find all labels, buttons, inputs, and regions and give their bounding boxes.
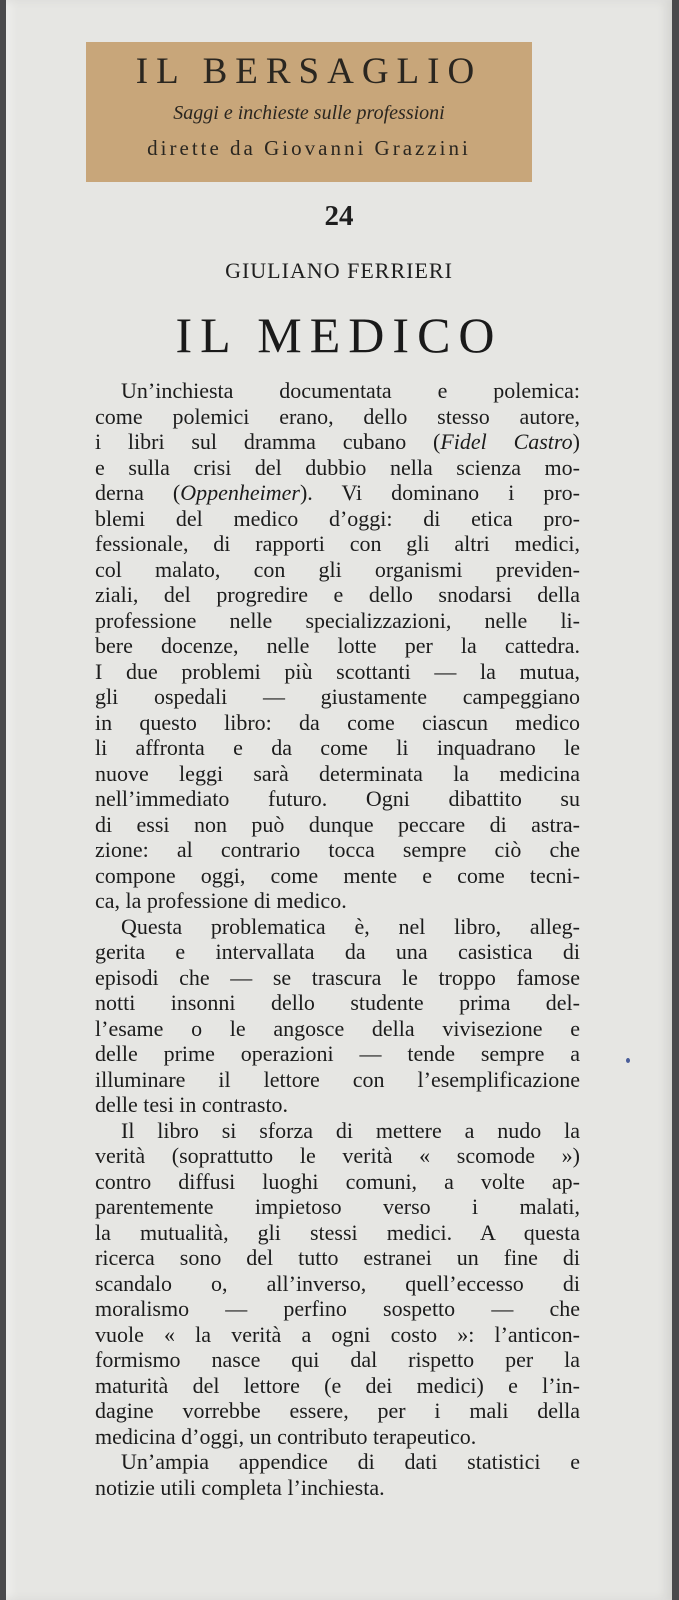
text-line: nell’immediato futuro. Ogni dibattito su <box>95 786 580 811</box>
text-line: dagine vorrebbe essere, per i mali della <box>95 1398 580 1423</box>
text-line: blemi del medico d’oggi: di etica pro- <box>95 505 580 531</box>
text-line: col malato, con gli organismi previden- <box>95 556 580 582</box>
text-line: verità (soprattutto le verità « scomode ») <box>95 1143 580 1168</box>
series-banner <box>86 42 532 182</box>
text-line: bere docenze, nelle lotte per la cattedra. <box>95 633 580 658</box>
italic-title: Oppenheimer <box>180 480 300 505</box>
text-line: medicina d’oggi, un contributo terapeutico. <box>95 1423 477 1449</box>
text-line: fessionale, di rapporti con gli altri medici, <box>95 531 580 556</box>
text-line: delle prime operazioni — tende sempre a <box>95 1041 580 1066</box>
text-line: professione nelle specializzazioni, nelle li- <box>95 607 580 633</box>
text-line: episodi che — se trascura le troppo famose <box>95 964 580 990</box>
text-line: vuole « la verità a ogni costo »: l’anticon- <box>95 1321 580 1347</box>
text-line: parentemente impietoso verso i malati, <box>95 1194 580 1219</box>
text-line: gli ospedali — giustamente campeggiano <box>95 684 580 709</box>
text-line: derna (Oppenheimer). Vi dominano i pro- <box>95 480 580 505</box>
book-flap <box>6 0 672 1600</box>
series-title: IL BERSAGLIO <box>135 51 483 92</box>
text-line: scandalo o, all’inverso, quell’eccesso di <box>95 1270 580 1296</box>
text-line: delle tesi in contrasto. <box>95 1092 289 1117</box>
text-line: I due problemi più scottanti — la mutua, <box>95 658 580 684</box>
text-line: come polemici erano, dello stesso autore, <box>95 403 580 429</box>
text-line: notti insonni dello studente prima del- <box>95 990 580 1015</box>
text-line: Un’inchiesta documentata e polemica: <box>121 378 580 403</box>
text-line: i libri sul dramma cubano (Fidel Castro) <box>95 429 580 454</box>
text-line: in questo libro: da come ciascun medico <box>95 709 580 735</box>
author-name: GIULIANO FERRIERI <box>225 258 453 283</box>
text-line: Un’ampia appendice di dati statistici e <box>121 1449 580 1474</box>
text-line: ca, la professione di medico. <box>95 888 347 913</box>
series-director: dirette da Giovanni Grazzini <box>147 136 471 160</box>
text-line: maturità del lettore (e dei medici) e l’in- <box>95 1372 580 1398</box>
text-line: moralismo — perfino sospetto — che <box>95 1296 580 1321</box>
text-line: formismo nasce qui dal rispetto per la <box>95 1347 580 1372</box>
text-line: nuove leggi sarà determinata la medicina <box>95 760 580 786</box>
text-line: ziali, del progredire e dello snodarsi della <box>95 582 580 607</box>
text-line: e sulla crisi del dubbio nella scienza mo- <box>95 454 580 480</box>
text-line: li affronta e da come li inquadrano le <box>95 735 580 760</box>
text-line: notizie utili completa l’inchiesta. <box>95 1474 385 1500</box>
series-subtitle: Saggi e inchieste sulle professioni <box>173 102 445 124</box>
text-line: zione: al contrario tocca sempre ciò che <box>95 837 580 862</box>
text-line: ricerca sono del tutto estranei un fine di <box>95 1245 580 1270</box>
italic-title: Fidel Castro <box>440 429 573 454</box>
text-line: illuminare il lettore con l’esemplificazione <box>95 1066 580 1092</box>
ink-speck <box>626 1058 630 1063</box>
book-title: IL MEDICO <box>175 307 503 363</box>
text-line: Il libro si sforza di mettere a nudo la <box>121 1117 580 1143</box>
text-line: contro diffusi luoghi comuni, a volte ap- <box>95 1168 580 1194</box>
text-line: compone oggi, come mente e come tecni- <box>95 862 580 888</box>
text-line: l’esame o le angosce della vivisezione e <box>95 1015 580 1041</box>
description-text <box>95 378 580 1500</box>
text-line: Questa problematica è, nel libro, alleg- <box>121 913 580 939</box>
text-line: gerita e intervallata da una casistica di <box>95 939 580 964</box>
text-line: di essi non può dunque peccare di astra- <box>95 811 580 837</box>
text-line: la mutualità, gli stessi medici. A questa <box>95 1219 580 1245</box>
volume-number: 24 <box>324 200 354 232</box>
